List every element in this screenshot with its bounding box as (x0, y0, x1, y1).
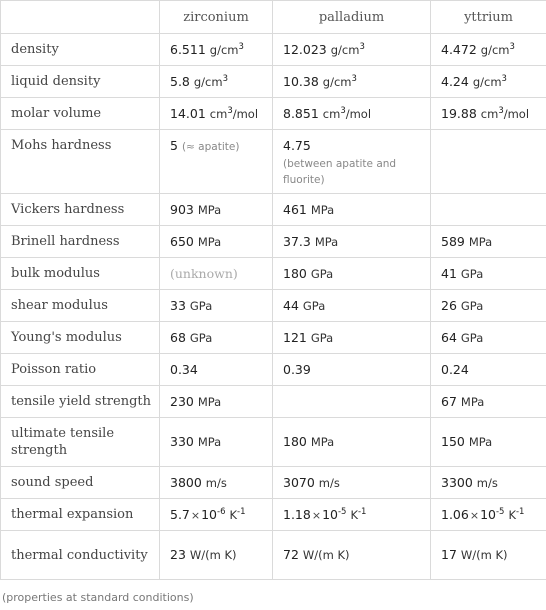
row-label: tensile yield strength (1, 386, 160, 418)
table-cell (160, 130, 273, 194)
cell-unit: m/s (318, 475, 340, 490)
cell-unit-suffix: /mol (232, 106, 259, 121)
cell-value: 64 (441, 329, 457, 345)
table-row (1, 354, 546, 386)
cell-value: 230 (170, 393, 194, 409)
table-cell (160, 418, 273, 467)
table-cell (273, 194, 431, 226)
cell-unit: W/(m K) (460, 548, 508, 562)
cell-base: 10 (480, 506, 496, 522)
header-row (1, 1, 546, 34)
cell-value: 461 (283, 201, 307, 217)
cell-unit: MPa (197, 435, 222, 449)
column-header-yttrium: yttrium (431, 1, 546, 34)
column-header-palladium: palladium (273, 1, 431, 34)
cell-unit: K (350, 507, 358, 522)
table-cell (431, 130, 546, 194)
cell-unit: W/(m K) (302, 548, 350, 562)
table-cell (160, 194, 273, 226)
table-cell (431, 499, 546, 531)
cell-value: 8.851 (283, 105, 319, 121)
table-cell (160, 467, 273, 499)
table-cell (431, 98, 546, 130)
row-label: Mohs hardness (1, 130, 160, 194)
cell-value: 44 (283, 297, 299, 313)
cell-value: 650 (170, 233, 194, 249)
times-sign: × (311, 508, 322, 522)
table-cell (160, 531, 273, 580)
cell-unit: MPa (468, 435, 493, 449)
table-row (1, 194, 546, 226)
unknown-value: (unknown) (170, 266, 238, 281)
cell-value: 180 (283, 265, 307, 281)
row-label: density (1, 34, 160, 66)
table-cell (431, 322, 546, 354)
cell-unit: GPa (460, 266, 484, 281)
cell-unit-exponent: 3 (340, 105, 346, 116)
cell-value: 4.24 (441, 73, 469, 89)
cell-value: 3800 (170, 474, 202, 490)
table-cell (431, 354, 546, 386)
cell-value: 5 (170, 138, 178, 153)
cell-unit-exponent: 3 (509, 41, 515, 52)
cell-unit-exponent: 3 (498, 105, 504, 116)
cell-value: 5.8 (170, 73, 190, 89)
cell-value: 37.3 (283, 233, 311, 249)
cell-unit: g/cm (480, 42, 510, 57)
table-cell (160, 386, 273, 418)
cell-value: 180 (283, 434, 307, 449)
table-row (1, 130, 546, 194)
cell-value: 17 (441, 547, 457, 562)
table-cell (160, 98, 273, 130)
cell-exponent: -5 (337, 506, 347, 517)
cell-unit: GPa (310, 330, 334, 345)
cell-unit: g/cm (322, 74, 352, 89)
cell-unit: MPa (197, 202, 222, 217)
row-label: thermal expansion (1, 499, 160, 531)
table-cell (431, 531, 546, 580)
row-label: thermal conductivity (1, 531, 160, 580)
table-cell (273, 66, 431, 98)
table-cell (160, 290, 273, 322)
cell-unit-exponent: 3 (222, 73, 228, 84)
cell-value: 10.38 (283, 73, 319, 89)
cell-unit: MPa (310, 202, 335, 217)
cell-unit-exponent: 3 (238, 41, 244, 52)
row-label: bulk modulus (1, 258, 160, 290)
cell-unit: MPa (314, 234, 339, 249)
cell-value: 903 (170, 201, 194, 217)
cell-value: 6.511 (170, 41, 206, 57)
table-row (1, 66, 546, 98)
table-row (1, 531, 546, 580)
table-cell (431, 66, 546, 98)
cell-base: 10 (201, 506, 218, 522)
table-cell (431, 467, 546, 499)
table-cell (273, 98, 431, 130)
table-cell (273, 290, 431, 322)
cell-unit: MPa (197, 234, 222, 249)
table-cell (160, 258, 273, 290)
table-cell (273, 499, 431, 531)
cell-unit: cm (209, 106, 228, 121)
cell-unit: GPa (460, 298, 484, 313)
table-cell (431, 34, 546, 66)
cell-value: 150 (441, 434, 465, 449)
cell-base: 10 (322, 506, 338, 522)
table-cell (431, 418, 546, 467)
cell-value: 3300 (441, 474, 473, 490)
cell-unit-exponent: 3 (501, 73, 507, 84)
table-row (1, 322, 546, 354)
cell-unit: MPa (197, 394, 222, 409)
table-cell (273, 130, 431, 194)
table-cell (431, 226, 546, 258)
table-row (1, 386, 546, 418)
cell-unit: g/cm (330, 42, 360, 57)
table-cell (273, 322, 431, 354)
cell-unit-suffix: /mol (345, 106, 372, 121)
table-row (1, 258, 546, 290)
cell-exponent: -5 (495, 506, 505, 517)
row-label: ultimate tensile strength (1, 418, 160, 467)
cell-value: 12.023 (283, 41, 327, 57)
cell-value: 72 (283, 547, 299, 562)
cell-value: 14.01 (170, 105, 206, 121)
times-sign: × (469, 508, 480, 522)
row-label: Brinell hardness (1, 226, 160, 258)
cell-unit-exponent: -1 (515, 506, 525, 517)
header-corner (1, 1, 160, 34)
table-cell (273, 467, 431, 499)
cell-value: 4.472 (441, 41, 477, 57)
table-row (1, 499, 546, 531)
cell-unit: GPa (302, 298, 326, 313)
table-cell (160, 354, 273, 386)
cell-unit-exponent: 3 (359, 41, 365, 52)
table-cell (431, 386, 546, 418)
cell-value: 0.39 (283, 362, 311, 377)
cell-unit-exponent: 3 (351, 73, 357, 84)
table-cell (160, 322, 273, 354)
table-cell (273, 531, 431, 580)
table-cell (273, 34, 431, 66)
row-label: molar volume (1, 98, 160, 130)
times-sign: × (190, 508, 201, 522)
cell-unit: g/cm (209, 42, 239, 57)
table-cell (273, 386, 431, 418)
table-cell (160, 66, 273, 98)
row-label: sound speed (1, 467, 160, 499)
table-cell (273, 354, 431, 386)
table-row (1, 98, 546, 130)
footnote: (properties at standard conditions) (2, 591, 194, 604)
cell-value: 0.24 (441, 362, 469, 377)
cell-unit: cm (322, 106, 341, 121)
cell-exponent: -6 (217, 506, 226, 517)
table-row (1, 467, 546, 499)
cell-mantissa: 5.7 (170, 506, 190, 522)
column-header-zirconium: zirconium (160, 1, 273, 34)
cell-unit: m/s (476, 475, 498, 490)
cell-unit-exponent: 3 (227, 105, 233, 116)
cell-unit: MPa (468, 234, 493, 249)
cell-unit: GPa (460, 330, 484, 345)
cell-unit: GPa (310, 266, 334, 281)
cell-mantissa: 1.06 (441, 506, 469, 522)
cell-value: 67 (441, 393, 457, 409)
cell-value: 0.34 (170, 362, 198, 377)
row-label: Poisson ratio (1, 354, 160, 386)
cell-value: 68 (170, 329, 186, 345)
table-cell (160, 499, 273, 531)
cell-unit: cm (480, 106, 499, 121)
cell-unit: MPa (310, 435, 335, 449)
cell-unit-exponent: -1 (237, 506, 246, 517)
table-cell (160, 226, 273, 258)
cell-value: 4.75 (283, 138, 311, 153)
table-cell (273, 258, 431, 290)
row-label: Vickers hardness (1, 194, 160, 226)
cell-unit: K (229, 507, 238, 522)
row-label: shear modulus (1, 290, 160, 322)
cell-unit: K (508, 507, 516, 522)
cell-unit: GPa (189, 298, 213, 313)
cell-mantissa: 1.18 (283, 506, 311, 522)
cell-unit: GPa (189, 330, 213, 345)
table-cell (160, 34, 273, 66)
row-label: Young's modulus (1, 322, 160, 354)
cell-value: 33 (170, 297, 186, 313)
cell-value: 19.88 (441, 105, 477, 121)
table-row (1, 34, 546, 66)
table-cell (431, 290, 546, 322)
cell-value: 23 (170, 547, 186, 562)
table-row (1, 290, 546, 322)
cell-value: 121 (283, 329, 307, 345)
cell-unit-exponent: -1 (357, 506, 367, 517)
table-cell (273, 226, 431, 258)
cell-value: 589 (441, 233, 465, 249)
table-row (1, 226, 546, 258)
table-body (1, 34, 546, 580)
cell-unit-suffix: /mol (503, 106, 530, 121)
cell-value: 41 (441, 265, 457, 281)
cell-unit: g/cm (193, 74, 223, 89)
cell-value: 3070 (283, 474, 315, 490)
cell-value: 26 (441, 297, 457, 313)
table-row (1, 418, 546, 467)
cell-unit: MPa (460, 394, 485, 409)
table-cell (431, 194, 546, 226)
cell-unit: g/cm (472, 74, 502, 89)
table-cell (431, 258, 546, 290)
cell-unit: m/s (205, 475, 227, 490)
cell-note: (≈ apatite) (181, 141, 240, 153)
cell-value: 330 (170, 434, 194, 449)
cell-unit: W/(m K) (189, 548, 237, 562)
table-cell (273, 418, 431, 467)
cell-subnote: (between apatite and fluorite) (283, 158, 397, 186)
row-label: liquid density (1, 66, 160, 98)
